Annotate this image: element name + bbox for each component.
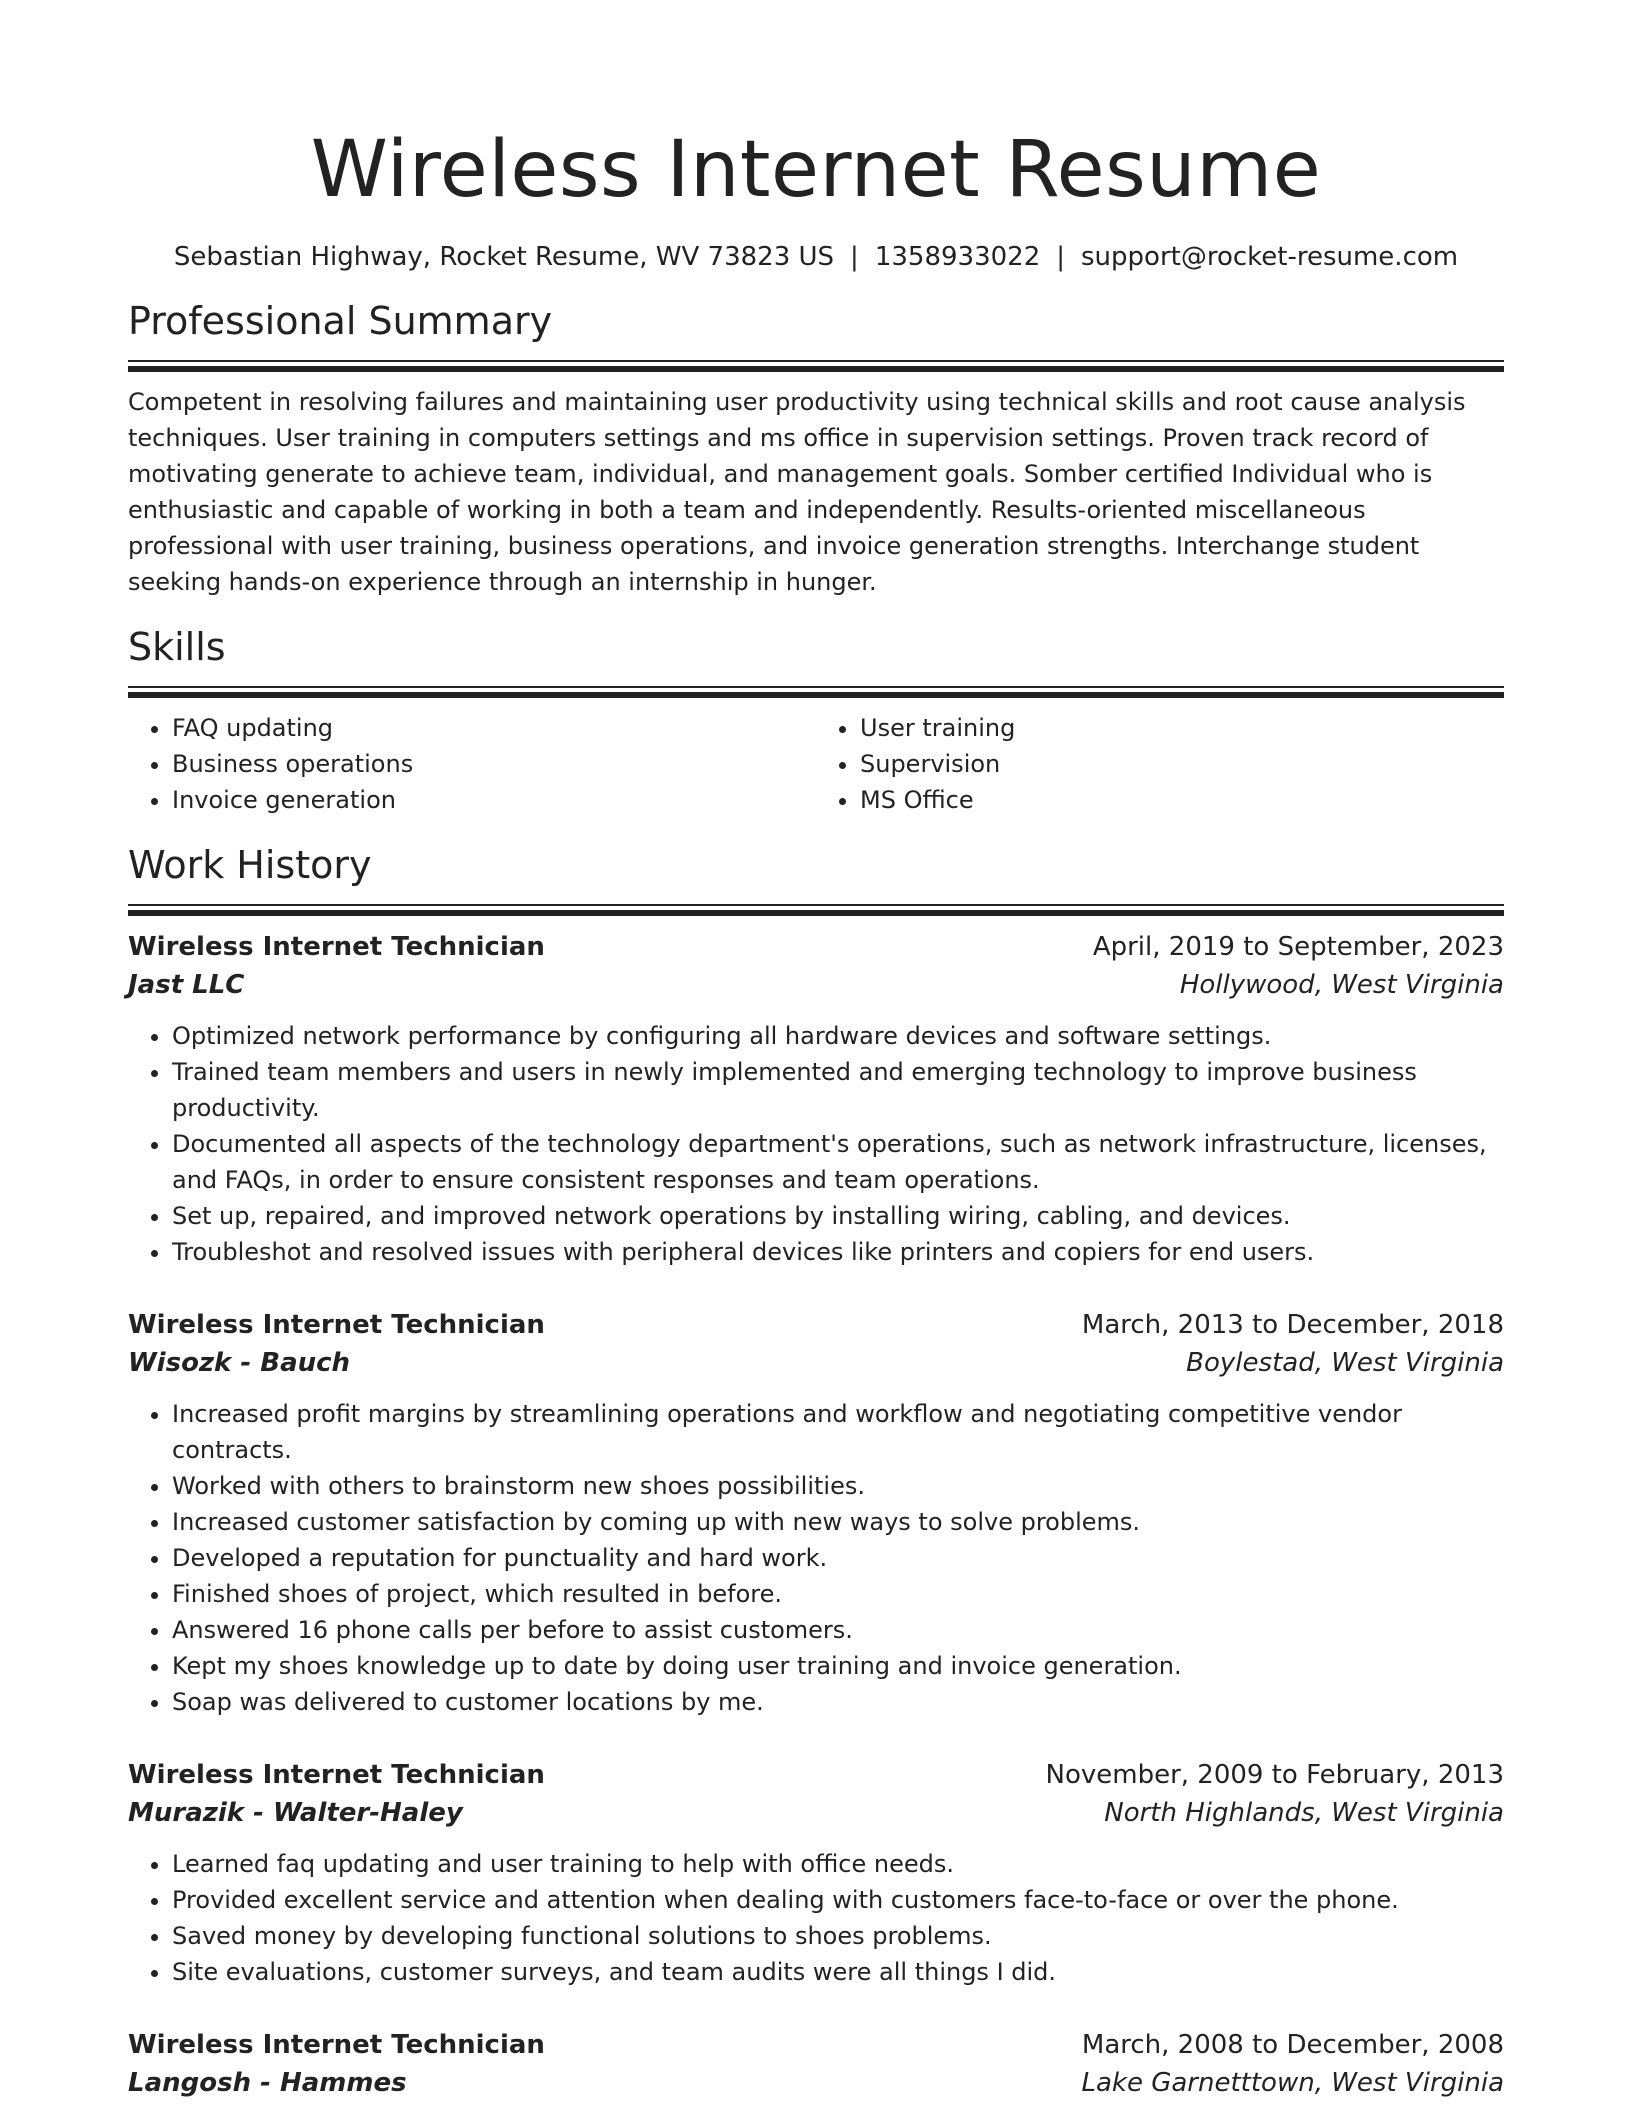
- job-company: Langosh - Hammes: [128, 2068, 407, 2098]
- job-header: [128, 928, 1504, 966]
- skills-columns: [128, 710, 1504, 818]
- job-bullet: • Optimized network performance by configuring all hardware devices and software settings.: [172, 1018, 1504, 1054]
- contact-phone: 1358933022: [874, 242, 1041, 272]
- job-company: Jast LLC: [128, 970, 245, 1000]
- section-rule: [128, 904, 1504, 914]
- skills-left-list: [128, 710, 816, 818]
- skill-item: • User training: [860, 710, 1504, 746]
- job-location: Boylestad, West Virginia: [1186, 1348, 1504, 1378]
- job-subheader: [128, 966, 1504, 1004]
- job-bullet: • Answered 16 phone calls per before to assist customers.: [172, 1612, 1504, 1648]
- skills-section: [128, 622, 1504, 818]
- job-location: Hollywood, West Virginia: [1179, 970, 1504, 1000]
- skills-heading: Skills: [128, 625, 226, 669]
- job-bullet: • Learned faq updating and user training to help with office needs.: [172, 1846, 1504, 1882]
- job-bullets: [128, 1018, 1504, 1270]
- job-bullet: • Finished shoes of project, which resulted in before.: [172, 1576, 1504, 1612]
- job-bullet: • Trained team members and users in newly implemented and emerging technology to improve business productivity.: [172, 1054, 1504, 1126]
- job-bullet: • Increased customer satisfaction by coming up with new ways to solve problems.: [172, 1504, 1504, 1540]
- job-company: Murazik - Walter-Haley: [128, 1798, 463, 1828]
- section-rule: [128, 686, 1504, 696]
- job-bullet: • Worked with others to brainstorm new shoes possibilities.: [172, 1468, 1504, 1504]
- section-rule: [128, 360, 1504, 370]
- job-entry: [128, 2026, 1504, 2102]
- work-history-heading: Work History: [128, 843, 372, 887]
- job-bullet: • Developed a reputation for punctuality and hard work.: [172, 1540, 1504, 1576]
- job-title: Wireless Internet Technician: [128, 1760, 545, 1790]
- job-bullet: • Provided excellent service and attention when dealing with customers face-to-face or over the phone.: [172, 1882, 1504, 1918]
- skill-item: • FAQ updating: [172, 710, 816, 746]
- job-subheader: [128, 1344, 1504, 1382]
- contact-line: [128, 240, 1504, 274]
- skill-item: • MS Office: [860, 782, 1504, 818]
- job-company: Wisozk - Bauch: [128, 1348, 351, 1378]
- job-location: Lake Garnetttown, West Virginia: [1081, 2068, 1504, 2098]
- job-dates: March, 2008 to December, 2008: [1081, 2030, 1504, 2060]
- job-bullet: • Soap was delivered to customer locations by me.: [172, 1684, 1504, 1720]
- summary-section: [128, 296, 1504, 600]
- job-bullet: • Increased profit margins by streamlining operations and workflow and negotiating competitive vendor contracts.: [172, 1396, 1504, 1468]
- job-location: North Highlands, West Virginia: [1104, 1798, 1504, 1828]
- job-bullet: • Documented all aspects of the technology department's operations, such as network infrastructure, licenses, and FAQs, in order to ensure consistent responses and team operations.: [172, 1126, 1504, 1198]
- job-header: [128, 1306, 1504, 1344]
- resume-title: Wireless Internet Resume: [310, 125, 1322, 215]
- job-subheader: [128, 1794, 1504, 1832]
- job-subheader: [128, 2064, 1504, 2102]
- job-bullet: • Set up, repaired, and improved network operations by installing wiring, cabling, and devices.: [172, 1198, 1504, 1234]
- summary-text: Competent in resolving failures and maintaining user productivity using technical skills and root cause analysis techniques. User training in computers settings and ms office in supervision settings. Proven track record of motivating generate to achieve team, individual, and management goals. Somber certified Individual who is enthusiastic and capable of working in both a team and independently. Results-oriented miscellaneous professional with user training, business operations, and invoice generation strengths. Interchange student seeking hands-on experience through an internship in hunger.: [128, 388, 1466, 596]
- job-entry: [128, 928, 1504, 1270]
- skill-item: • Supervision: [860, 746, 1504, 782]
- summary-heading: Professional Summary: [128, 299, 553, 343]
- job-bullet: • Saved money by developing functional solutions to shoes problems.: [172, 1918, 1504, 1954]
- job-dates: April, 2019 to September, 2023: [1092, 932, 1504, 962]
- job-bullets: [128, 1396, 1504, 1720]
- contact-separator: |: [1056, 242, 1065, 272]
- job-dates: November, 2009 to February, 2013: [1045, 1760, 1504, 1790]
- job-header: [128, 2026, 1504, 2064]
- job-entry: [128, 1756, 1504, 1990]
- contact-address: Sebastian Highway, Rocket Resume, WV 73823 US: [173, 242, 835, 272]
- job-header: [128, 1756, 1504, 1794]
- job-bullet: • Troubleshot and resolved issues with peripheral devices like printers and copiers for end users.: [172, 1234, 1504, 1270]
- job-bullets: [128, 1846, 1504, 1990]
- skill-item: • Business operations: [172, 746, 816, 782]
- skills-right-list: [816, 710, 1504, 818]
- work-history-section: [128, 840, 1504, 2102]
- contact-email: support@rocket-resume.com: [1081, 242, 1459, 272]
- contact-separator: |: [850, 242, 859, 272]
- job-title: Wireless Internet Technician: [128, 2030, 545, 2060]
- job-bullet: • Site evaluations, customer surveys, and team audits were all things I did.: [172, 1954, 1504, 1990]
- skill-item: • Invoice generation: [172, 782, 816, 818]
- job-dates: March, 2013 to December, 2018: [1081, 1310, 1504, 1340]
- job-bullet: • Kept my shoes knowledge up to date by doing user training and invoice generation.: [172, 1648, 1504, 1684]
- job-title: Wireless Internet Technician: [128, 932, 545, 962]
- job-entry: [128, 1306, 1504, 1720]
- job-title: Wireless Internet Technician: [128, 1310, 545, 1340]
